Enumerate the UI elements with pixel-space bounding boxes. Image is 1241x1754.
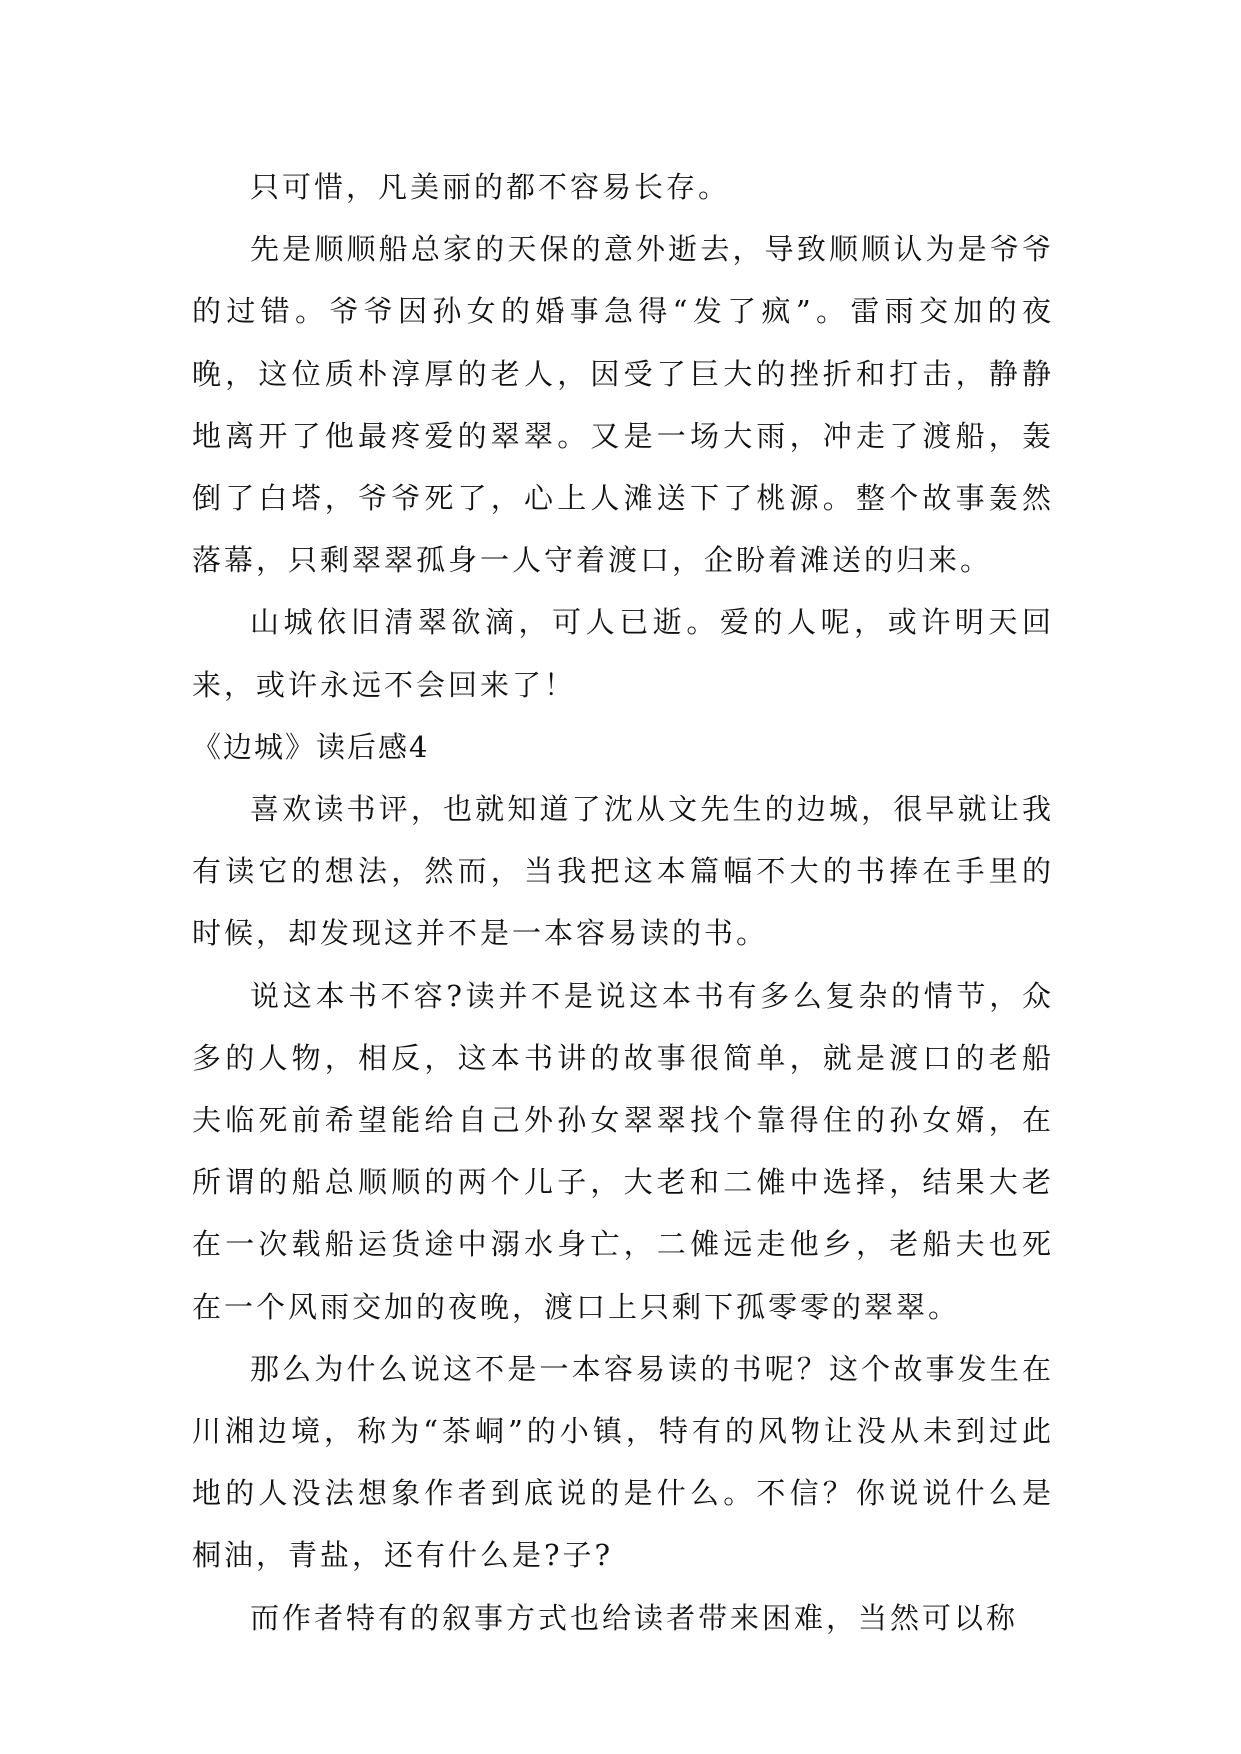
paragraph: 先是顺顺船总家的天保的意外逝去，导致顺顺认为是爷爷的过错。爷爷因孙女的婚事急得“发了疯”。雷雨交加的夜晚，这位质朴淳厚的老人，因受了巨大的挫折和打击，静静地离开了他最疼爱的翠翠。又是一场大雨，冲走了渡船，轰倒了白塔，爷爷死了，心上人滩送下了桃源。整个故事轰然落幕，只剩翠翠孤身一人守着渡口，企盼着滩送的归来。	[192, 232, 1054, 578]
paragraph: 说这本书不容?读并不是说这本书有多么复杂的情节，众多的人物，相反，这本书讲的故事很简单，就是渡口的老船夫临死前希望能给自己外孙女翠翠找个靠得住的孙女婿，在所谓的船总顺顺的两个儿子，大老和二傩中选择，结果大老在一次载船运货途中溺水身亡，二傩远走他乡，老船夫也死在一个风雨交加的夜晚，渡口上只剩下孤零零的翠翠。	[192, 978, 1054, 1324]
paragraph: 那么为什么说这不是一本容易读的书呢？这个故事发生在川湘边境，称为“茶峒”的小镇，特有的风物让没从未到过此地的人没法想象作者到底说的是什么。不信？你说说什么是桐油，青盐，还有什么是?子?	[192, 1351, 1054, 1573]
paragraph: 只可惜，凡美丽的都不容易长存。	[250, 170, 731, 204]
paragraph: 而作者特有的叙事方式也给读者带来困难，当然可以称	[250, 1600, 1019, 1635]
paragraph: 山城依旧清翠欲滴，可人已逝。爱的人呢，或许明天回来，或许永远不会回来了！	[192, 605, 1054, 702]
section-title: 《边城》读后感4	[192, 729, 430, 764]
paragraph: 喜欢读书评，也就知道了沈从文先生的边城，很早就让我有读它的想法，然而，当我把这本篇幅不大的书捧在手里的时候，却发现这并不是一本容易读的书。	[192, 792, 1054, 951]
document-body	[192, 156, 1054, 1649]
